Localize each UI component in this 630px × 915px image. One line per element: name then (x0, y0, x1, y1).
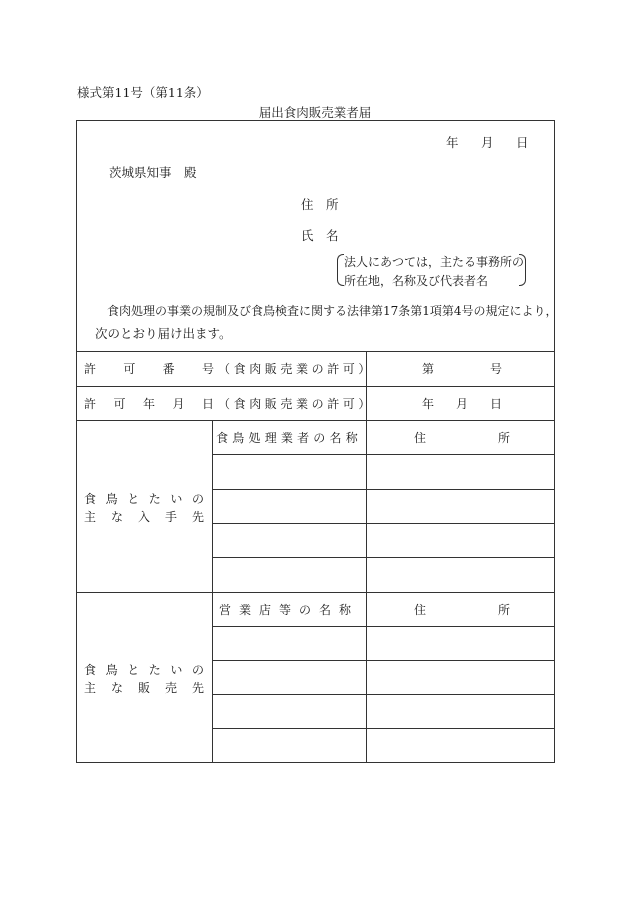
form-title: 届出食肉販売業者届 (258, 105, 372, 120)
permit-date-value: 年 月 日 (422, 396, 502, 411)
supplier-name-field[interactable] (213, 490, 366, 522)
buyers-label-line1: 食 鳥 と た い の (84, 662, 204, 677)
buyer-name-field[interactable] (213, 661, 366, 693)
name-label-1: 氏 (301, 228, 314, 243)
buyer-name-field[interactable] (213, 729, 366, 762)
date-year-label: 年 (446, 135, 459, 150)
buyer-name-field[interactable] (213, 695, 366, 727)
corporate-note-line2: 所在地，名称及び代表者名 (344, 274, 489, 288)
supplier-name-field[interactable] (213, 524, 366, 556)
supplier-address-field[interactable] (367, 455, 554, 488)
corporate-note-line1: 法人にあつては，主たる事務所の (344, 255, 525, 269)
form-number: 様式第11号（第11条） (77, 85, 209, 100)
supplier-name-field[interactable] (213, 455, 366, 488)
address-label-1: 住 (301, 197, 314, 212)
buyer-name-field[interactable] (213, 627, 366, 659)
buyers-col-name: 営業店等の名称 (218, 602, 359, 617)
left-bracket (337, 254, 344, 286)
permit-date-label: 許 可 年 月 日 (84, 396, 214, 411)
address-label-2: 所 (326, 197, 339, 212)
date-day-label: 日 (516, 135, 529, 150)
supplier-address-field[interactable] (367, 558, 554, 591)
body-text-line1: 食肉処理の事業の規制及び食鳥検査に関する法律第17条第1項第4号の規定により， (107, 304, 558, 318)
supplier-name-field[interactable] (213, 558, 366, 591)
suppliers-label-line1: 食 鳥 と た い の (84, 491, 204, 506)
addressee: 茨城県知事 殿 (109, 165, 197, 180)
supplier-address-field[interactable] (367, 524, 554, 556)
supplier-address-field[interactable] (367, 490, 554, 522)
permit-date-suffix: （食肉販売業の許可） (218, 396, 375, 411)
buyers-col-address: 住 所 (414, 602, 510, 617)
buyer-address-field[interactable] (367, 695, 554, 727)
buyer-address-field[interactable] (367, 729, 554, 762)
name-label-2: 名 (326, 228, 339, 243)
permit-number-suffix: （食肉販売業の許可） (218, 362, 375, 376)
buyer-address-field[interactable] (367, 627, 554, 659)
permit-number-label: 許 可 番 号 (84, 362, 214, 376)
buyers-label-line2: 主 な 販 売 先 (84, 680, 204, 695)
body-text-line2: 次のとおり届け出ます。 (95, 326, 232, 341)
date-month-label: 月 (481, 135, 494, 150)
suppliers-col-name: 食鳥処理業者の名称 (216, 430, 362, 445)
permit-number-value: 第 号 (422, 362, 502, 376)
suppliers-label-line2: 主 な 入 手 先 (84, 509, 204, 524)
suppliers-col-address: 住 所 (414, 430, 510, 445)
buyer-address-field[interactable] (367, 661, 554, 693)
